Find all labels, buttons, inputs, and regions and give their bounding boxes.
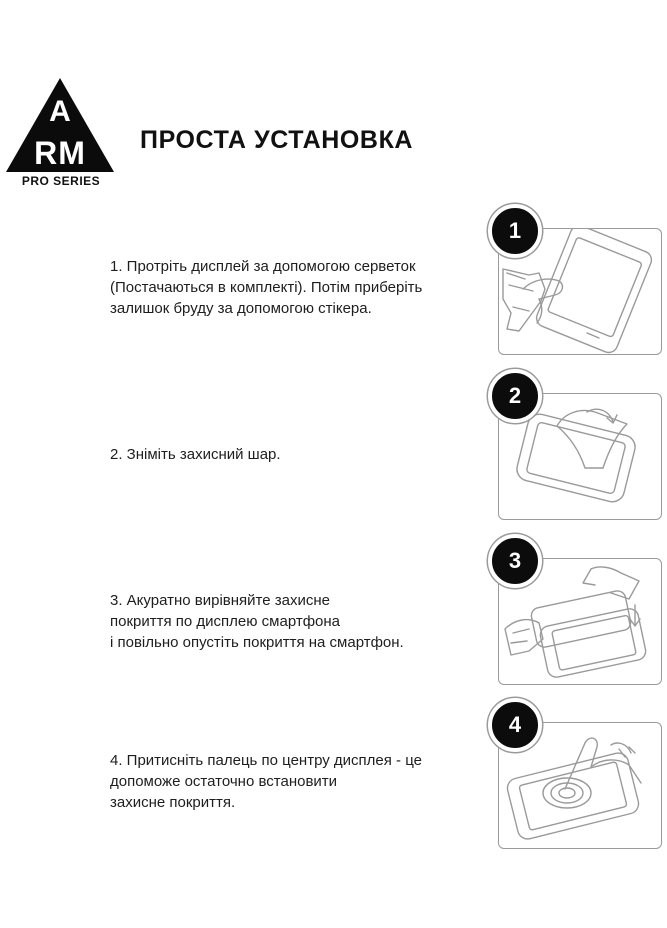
logo-letter-a: A [49, 95, 71, 128]
logo-subtitle: PRO SERIES [21, 174, 101, 188]
step-2-line: 2. Зніміть захисний шар. [110, 446, 281, 463]
step-3-line: і повільно опустіть покриття на смартфон. [110, 634, 404, 651]
step-1-line: (Постачаються в комплекті). Потім приберіть [110, 279, 423, 296]
step-4-line: допоможе остаточно встановити [110, 773, 338, 790]
arm-logo [4, 76, 116, 192]
page-title: ПРОСТА УСТАНОВКА [140, 126, 414, 154]
step-3-line: покриття по дисплею смартфона [110, 613, 341, 630]
step-4-line: захисне покриття. [110, 794, 236, 811]
step-1-line: 1. Протріть дисплей за допомогою серветок [110, 258, 416, 275]
step-1-text [110, 256, 480, 319]
step-1-badge: 1 [488, 204, 542, 258]
step-2-badge: 2 [488, 369, 542, 423]
step-4-badge: 4 [488, 698, 542, 752]
step-3-text [110, 590, 480, 653]
step-2-text [110, 444, 480, 465]
step-3-badge: 3 [488, 534, 542, 588]
step-4-text [110, 750, 480, 813]
logo-triangle-icon [4, 76, 116, 174]
step-1-line: залишок бруду за допомогою стікера. [110, 300, 372, 317]
step-3-line: 3. Акуратно вирівняйте захисне [110, 592, 330, 609]
step-4-line: 4. Притисніть палець по центру дисплея - це [110, 752, 422, 769]
logo-letters-rm: RM [34, 135, 86, 171]
